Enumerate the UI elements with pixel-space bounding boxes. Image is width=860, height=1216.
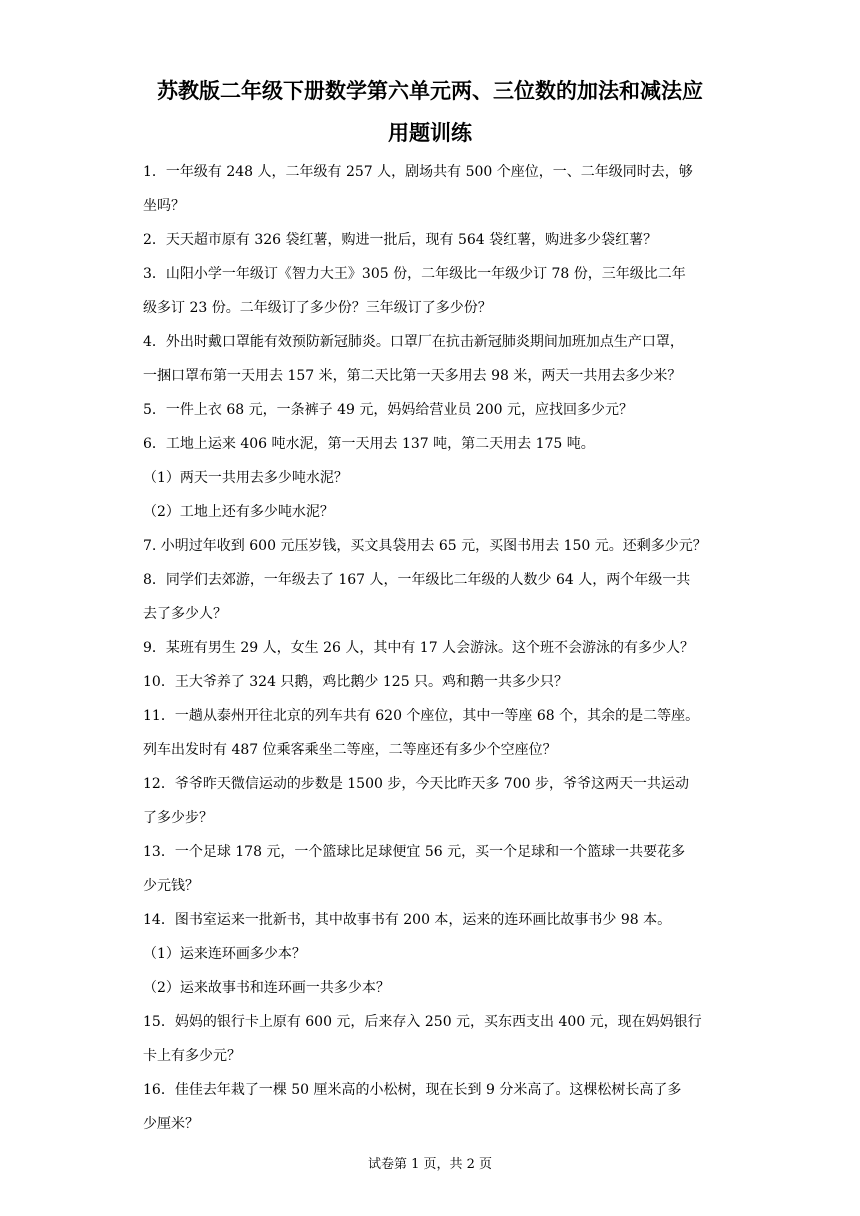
question-line: 少厘米？ [143, 1116, 199, 1132]
sub-question-line: （2）运来故事书和连环画一共多少本？ [143, 980, 390, 996]
question-line: 13．一个足球 178 元，一个篮球比足球便宜 56 元，买一个足球和一个篮球一共要花多 [143, 844, 686, 860]
question-line: 16．佳佳去年栽了一棵 50 厘米高的小松树，现在长到 9 分米高了。这棵松树长高了多 [143, 1082, 682, 1098]
question-line: 4．外出时戴口罩能有效预防新冠肺炎。口罩厂在抗击新冠肺炎期间加班加点生产口罩， [143, 334, 684, 350]
document-title-line-1: 苏教版二年级下册数学第六单元两、三位数的加法和减法应 [157, 79, 703, 103]
question-line: 一捆口罩布第一天用去 157 米，第二天比第一天多用去 98 米，两天一共用去多少米？ [143, 368, 682, 384]
sub-question-line: （1）两天一共用去多少吨水泥？ [143, 470, 348, 486]
question-line: 5．一件上衣 68 元，一条裤子 49 元，妈妈给营业员 200 元，应找回多少元？ [143, 402, 633, 418]
sub-question-line: （1）运来连环画多少本？ [143, 946, 306, 962]
sub-question-line: （2）工地上还有多少吨水泥？ [143, 504, 334, 520]
question-list [143, 158, 721, 1144]
question-line: 8．同学们去郊游，一年级去了 167 人，一年级比二年级的人数少 64 人，两个年级一共 [143, 572, 691, 588]
question-line: 2．天天超市原有 326 袋红薯，购进一批后，现有 564 袋红薯，购进多少袋红薯？ [143, 232, 658, 248]
question-line: 坐吗？ [143, 198, 185, 214]
question-line: 14．图书室运来一批新书，其中故事书有 200 本，运来的连环画比故事书少 98 本。 [143, 912, 672, 928]
question-line: 3．山阳小学一年级订《智力大王》305 份，二年级比一年级少订 78 份，三年级比二年 [143, 266, 686, 282]
question-line: 1．一年级有 248 人，二年级有 257 人，剧场共有 500 个座位，一、二年级同时去，够 [143, 164, 693, 180]
question-line: 10．王大爷养了 324 只鹅，鸡比鹅少 125 只。鸡和鹅一共多少只？ [143, 674, 569, 690]
question-line: 少元钱？ [143, 878, 199, 894]
question-line: 15．妈妈的银行卡上原有 600 元，后来存入 250 元，买东西支出 400 元，现在妈妈银行 [143, 1014, 702, 1030]
question-line: 9．某班有男生 29 人，女生 26 人，其中有 17 人会游泳。这个班不会游泳的有多少人？ [143, 640, 695, 656]
document-title-line-2: 用题训练 [388, 121, 472, 145]
question-line: 列车出发时有 487 位乘客乘坐二等座，二等座还有多少个空座位？ [143, 742, 557, 758]
question-line: 11．一趟从泰州开往北京的列车共有 620 个座位，其中一等座 68 个，其余的是二等座。 [143, 708, 700, 724]
page-footer: 试卷第 1 页，共 2 页 [367, 1157, 493, 1172]
question-line: 6．工地上运来 406 吨水泥，第一天用去 137 吨，第二天用去 175 吨。 [143, 436, 595, 452]
question-line: 12．爷爷昨天微信运动的步数是 1500 步，今天比昨天多 700 步，爷爷这两天一共运动 [143, 776, 689, 792]
question-line: 去了多少人？ [143, 606, 227, 622]
question-line: 级多订 23 份。二年级订了多少份？三年级订了多少份？ [143, 300, 492, 316]
question-line: 卡上有多少元？ [143, 1048, 241, 1064]
question-line: 了多少步？ [143, 810, 213, 826]
question-line: 7. 小明过年收到 600 元压岁钱，买文具袋用去 65 元，买图书用去 150 元。还剩多少元？ [143, 538, 707, 554]
